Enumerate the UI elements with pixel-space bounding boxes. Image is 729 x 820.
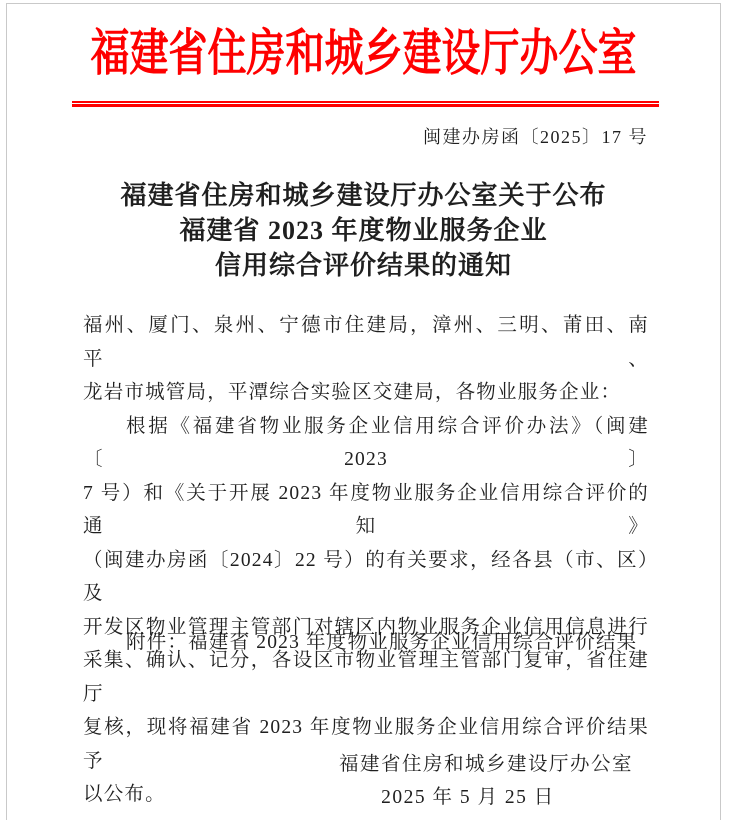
attachment-line: 附件：福建省 2023 年度物业服务企业信用综合评价结果 xyxy=(126,632,638,653)
red-separator-line xyxy=(72,101,659,107)
paragraph-line: （闽建办房函〔2024〕22 号）的有关要求，经各县（市、区）及 xyxy=(83,549,649,604)
document-number: 闽建办房函〔2025〕17 号 xyxy=(423,127,648,147)
notice-title xyxy=(7,178,720,283)
document-body xyxy=(83,309,649,812)
recipients-line: 福州、厦门、泉州、宁德市住建局，漳州、三明、莆田、南平、 xyxy=(83,315,649,370)
paragraph-line: 以公布。 xyxy=(83,784,166,805)
notice-title-line-2: 福建省 2023 年度物业服务企业 xyxy=(179,216,548,245)
paragraph-line: 开发区物业管理主管部门对辖区内物业服务企业信用信息进行 xyxy=(83,616,649,638)
paragraph-line: 7 号）和《关于开展 2023 年度物业服务企业信用综合评价的通知》 xyxy=(83,482,649,537)
notice-title-line-1: 福建省住房和城乡建设厅办公室关于公布 xyxy=(120,181,607,210)
issue-date: 2025 年 5 月 25 日 xyxy=(381,787,555,808)
paragraph-line: 采集、确认、记分，各设区市物业管理主管部门复审，省住建厅 xyxy=(83,650,649,705)
issuer-signature: 福建省住房和城乡建设厅办公室 xyxy=(338,754,633,775)
notice-title-line-3: 信用综合评价结果的通知 xyxy=(214,251,512,280)
paragraph-line: 复核，现将福建省 2023 年度物业服务企业信用综合评价结果予 xyxy=(83,717,649,772)
letterhead-title: 福建省住房和城乡建设厅办公室 xyxy=(90,25,637,81)
recipients-line: 龙岩市城管局，平潭综合实验区交建局，各物业服务企业： xyxy=(83,382,622,403)
paragraph-line: 根据《福建省物业服务企业信用综合评价办法》（闽建〔2023〕 xyxy=(83,415,649,470)
document-page xyxy=(6,3,721,820)
